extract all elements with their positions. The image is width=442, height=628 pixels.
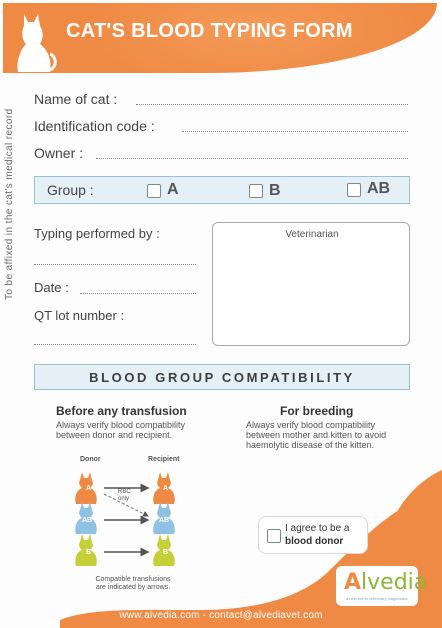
cat-ab-donor-label: AB: [82, 517, 93, 524]
cat-a-recipient-label: A: [163, 485, 169, 492]
cat-silhouette-icon: [10, 10, 58, 76]
footer-contact: www.alvedia.com - contact@alvediavet.com: [119, 610, 323, 621]
donor-consent-text: I agree to be a blood donor: [285, 523, 350, 547]
identification-code-field[interactable]: [182, 130, 408, 132]
group-label: Group :: [47, 182, 94, 198]
veterinarian-box[interactable]: [212, 222, 410, 346]
typing-performed-by-label: Typing performed by :: [34, 226, 160, 241]
qt-lot-number-field[interactable]: [34, 343, 196, 345]
typing-performed-by-field[interactable]: [34, 263, 196, 265]
group-panel: [34, 176, 410, 204]
name-of-cat-label: Name of cat :: [34, 91, 118, 107]
identification-code-label: Identification code :: [34, 118, 155, 134]
group-ab-label: AB: [367, 180, 391, 197]
breeding-text: Always verify blood compatibility between mother and kitten to avoid haemolytic disease of the kitten.: [246, 420, 387, 450]
veterinarian-label: Veterinarian: [285, 229, 339, 240]
transfusion-title: Before any transfusion: [56, 404, 187, 418]
rbc-note: RBC only: [118, 489, 131, 502]
date-field[interactable]: [80, 292, 196, 294]
name-of-cat-field[interactable]: [136, 103, 408, 105]
recipient-label: Recipient: [148, 456, 180, 463]
qt-lot-number-label: QT lot number :: [34, 308, 125, 323]
cat-ab-recipient-label: AB: [159, 517, 170, 524]
group-b-checkbox[interactable]: [249, 184, 263, 198]
compatibility-title: BLOOD GROUP COMPATIBILITY: [89, 370, 355, 385]
side-note: To be affixed in the cat's medical record: [4, 108, 15, 300]
group-ab-checkbox[interactable]: [347, 183, 361, 197]
donor-consent-checkbox[interactable]: [267, 529, 281, 543]
transfusion-text: Always verify blood compatibility between donor and recipient.: [56, 420, 186, 440]
cat-b-donor-label: B: [86, 549, 92, 556]
form-title: CAT'S BLOOD TYPING FORM: [66, 20, 353, 42]
group-a-checkbox[interactable]: [147, 184, 161, 198]
cat-b-recipient-label: B: [163, 549, 169, 556]
alvedia-logo: Alvedia a new era in veterinary diagnostics: [336, 566, 418, 606]
owner-label: Owner :: [34, 145, 84, 161]
donor-label: Donor: [80, 456, 101, 463]
date-label: Date :: [34, 280, 69, 295]
cat-a-donor-label: A: [86, 485, 92, 492]
breeding-title: For breeding: [280, 404, 354, 418]
group-b-label: B: [269, 182, 281, 199]
owner-field[interactable]: [96, 157, 408, 159]
diagram-caption: Compatible transfusions are indicated by arrows.: [95, 576, 171, 591]
compatibility-panel: [34, 364, 410, 390]
group-a-label: A: [167, 181, 179, 198]
donor-consent-box: [258, 516, 368, 554]
